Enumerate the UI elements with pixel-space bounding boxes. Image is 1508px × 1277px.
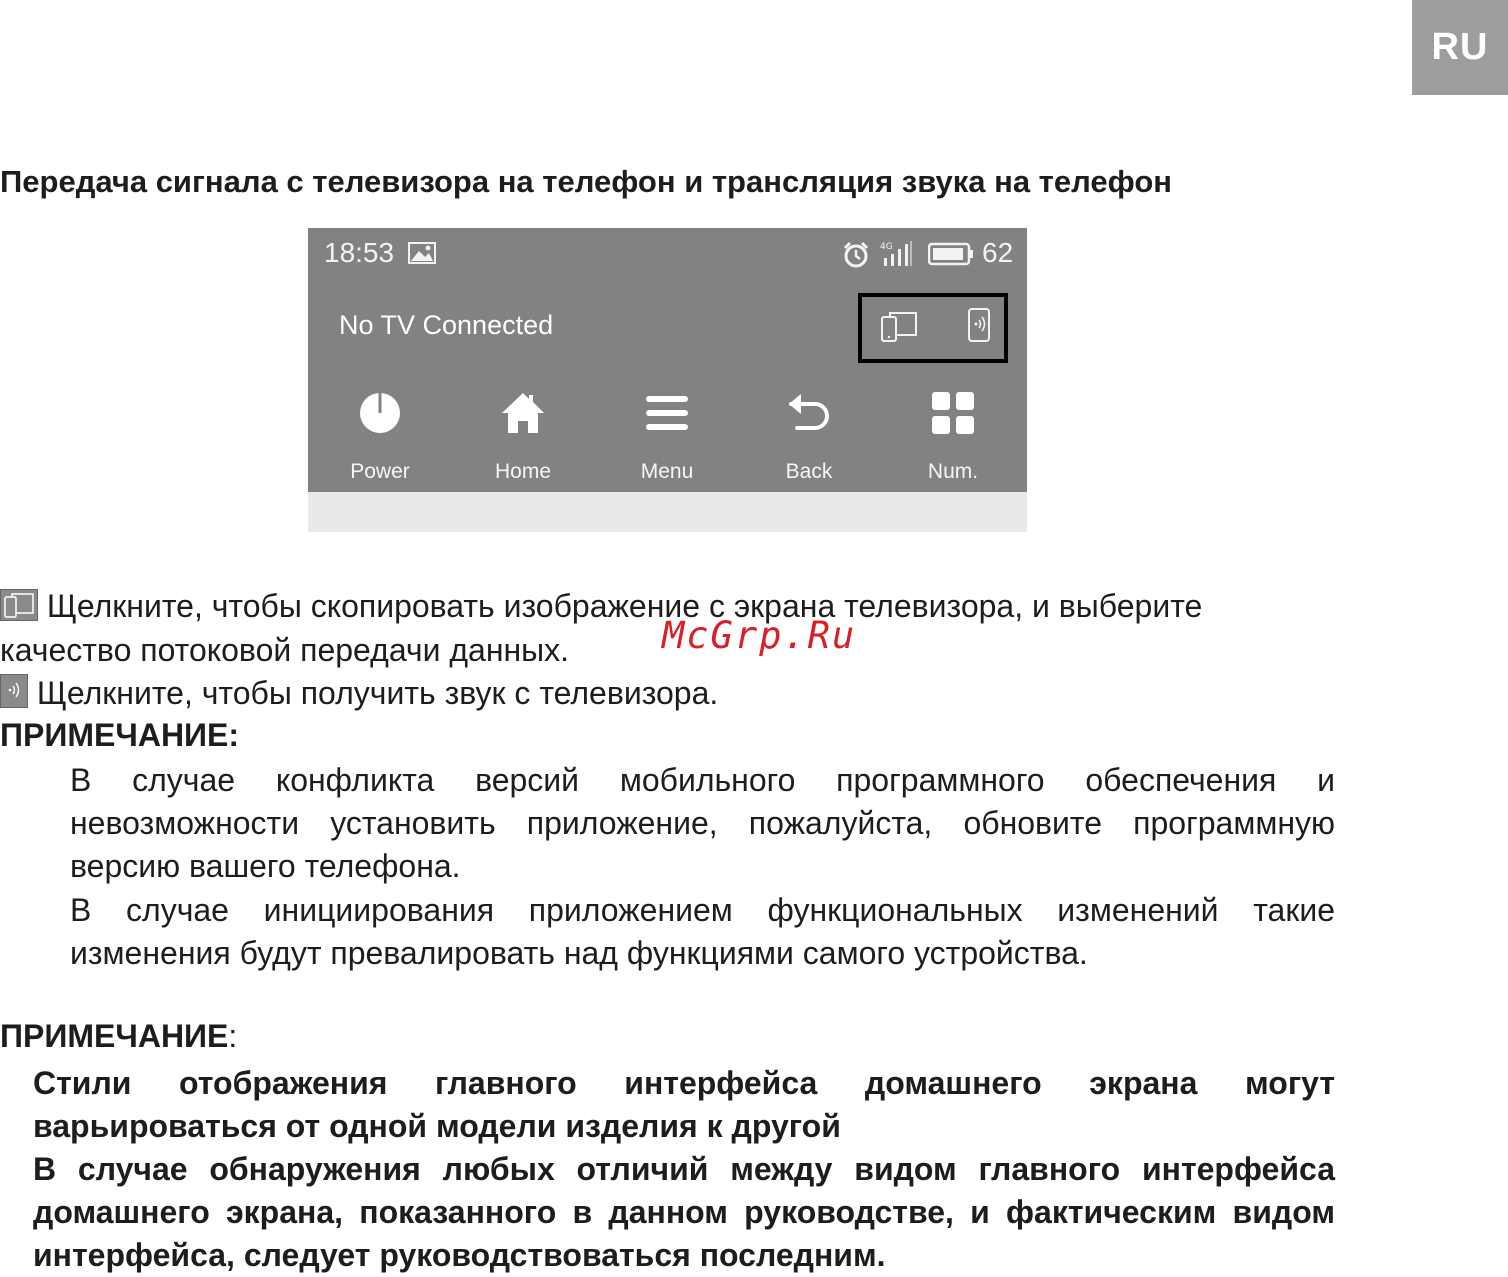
menu-button[interactable] [612,388,722,484]
section-title: Передача сигнала с телевизора на телефон и трансляция звука на телефон [0,164,1173,199]
language-tab: RU [1412,0,1508,95]
gallery-icon [408,242,436,269]
audio-instruction-text: Щелкните, чтобы получить звук с телевизора. [28,675,719,711]
note2-para2: В случае обнаружения любых отличий между видом главного интерфейса домашнего экрана, показанного в данном руководстве, и фактическим видом интерфейса, следует руководствоваться последним. [33,1151,1335,1273]
power-label: Power [350,460,410,483]
menu-icon [612,388,722,438]
power-button[interactable] [325,388,435,484]
note2-colon: : [228,1018,238,1054]
power-icon [325,388,435,438]
home-label: Home [494,460,552,483]
screen-mirror-icon[interactable] [880,309,918,348]
back-button[interactable] [754,388,864,484]
alarm-icon [842,241,870,274]
battery-icon [928,242,974,271]
tv-connection-status: No TV Connected [339,310,554,340]
watermark: McGrp.Ru [662,614,857,657]
tv-audio-icon [0,674,28,708]
num-label: Num. [927,460,979,483]
num-button[interactable] [898,388,1008,484]
menu-label: Menu [640,460,694,483]
mirror-instruction [0,588,1202,625]
note2-para1: Стили отображения главного интерфейса домашнего экрана могут варьироваться от одной модели изделия к другой [33,1065,1335,1144]
home-icon [468,388,578,438]
signal-label: 4G [880,242,893,252]
note1-para1: В случае конфликта версий мобильного программного обеспечения и невозможности установить приложение, пожалуйста, обновите программную версию вашего телефона. [70,762,1335,884]
note2-heading-line [0,1018,237,1055]
audio-instruction [0,674,718,712]
cast-controls-highlight [858,293,1008,363]
home-button[interactable] [468,388,578,484]
note2-heading: ПРИМЕЧАНИЕ [0,1018,229,1054]
phone-screenshot [308,228,1027,532]
status-time: 18:53 [324,237,395,268]
mirror-instruction-line2: качество потоковой передачи данных. [0,632,570,668]
note1-heading: ПРИМЕЧАНИЕ: [0,717,240,753]
screen-mirror-icon [0,589,38,621]
num-grid-icon [898,388,1008,438]
note1-para2: В случае инициирования приложением функциональных изменений такие изменения будут превалировать над функциями самого устройства. [70,892,1335,971]
signal-icon [880,240,916,273]
back-label: Back [785,460,833,483]
remote-panel [308,228,1027,492]
mirror-instruction-line1: Щелкните, чтобы скопировать изображение с экрана телевизора, и выберите [38,588,1203,624]
battery-level: 62 [982,237,1014,268]
tv-audio-icon[interactable] [967,307,991,348]
back-icon [754,388,864,438]
